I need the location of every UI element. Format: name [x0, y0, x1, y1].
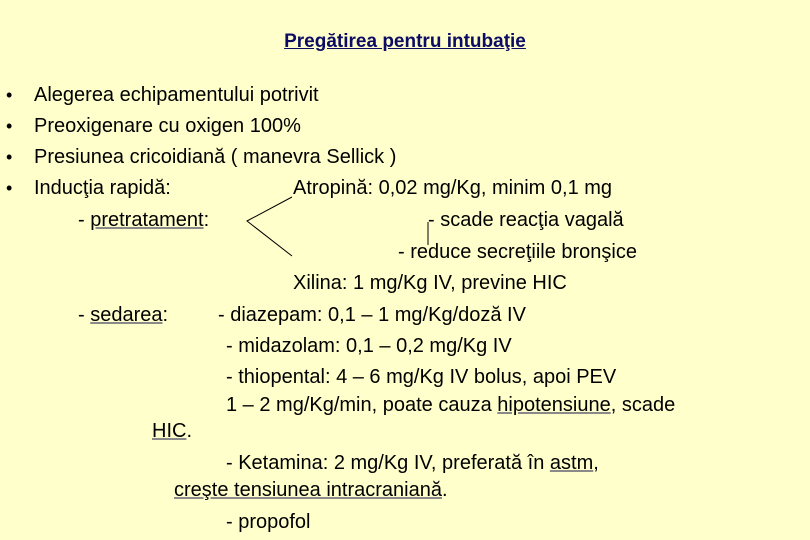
atropina-effect-secretii: - reduce secreţiile bronşice — [398, 241, 637, 263]
bullet-icon: • — [6, 178, 13, 198]
midazolam-line: - midazolam: 0,1 – 0,2 mg/Kg IV — [226, 335, 512, 357]
bullet-item: Preoxigenare cu oxigen 100% — [34, 115, 301, 137]
slide-title: Pregătirea pentru intubaţie — [284, 31, 526, 52]
bullet-item: Alegerea echipamentului potrivit — [34, 84, 319, 106]
bullet-item: Inducţia rapidă: — [34, 177, 171, 199]
propofol-line: - propofol — [226, 511, 311, 533]
bullet-icon: • — [6, 116, 13, 136]
hic-text: HIC. — [152, 420, 193, 442]
bullet-icon: • — [6, 85, 13, 105]
diazepam-line: - diazepam: 0,1 – 1 mg/Kg/doză IV — [218, 304, 526, 326]
pretratament-label: - pretratament: — [78, 209, 210, 231]
bullet-icon: • — [6, 147, 13, 167]
atropina-effect-vagal: - scade reacţia vagală — [428, 209, 624, 231]
ketamina-line: - Ketamina: 2 mg/Kg IV, preferată în astm, — [226, 452, 599, 474]
thiopental-line-2: 1 – 2 mg/Kg/min, poate cauza hipotensiune, scade — [226, 394, 676, 416]
sedarea-label: - sedarea: — [78, 304, 169, 326]
xilina-line: Xilina: 1 mg/Kg IV, previne HIC — [293, 272, 567, 294]
ketamina-effect: creşte tensiunea intracraniană. — [174, 479, 448, 501]
atropina-line: Atropină: 0,02 mg/Kg, minim 0,1 mg — [293, 177, 613, 199]
thiopental-line: - thiopental: 4 – 6 mg/Kg IV bolus, apoi PEV — [226, 366, 617, 388]
bullet-item: Presiunea cricoidiană ( manevra Sellick ) — [34, 146, 397, 168]
